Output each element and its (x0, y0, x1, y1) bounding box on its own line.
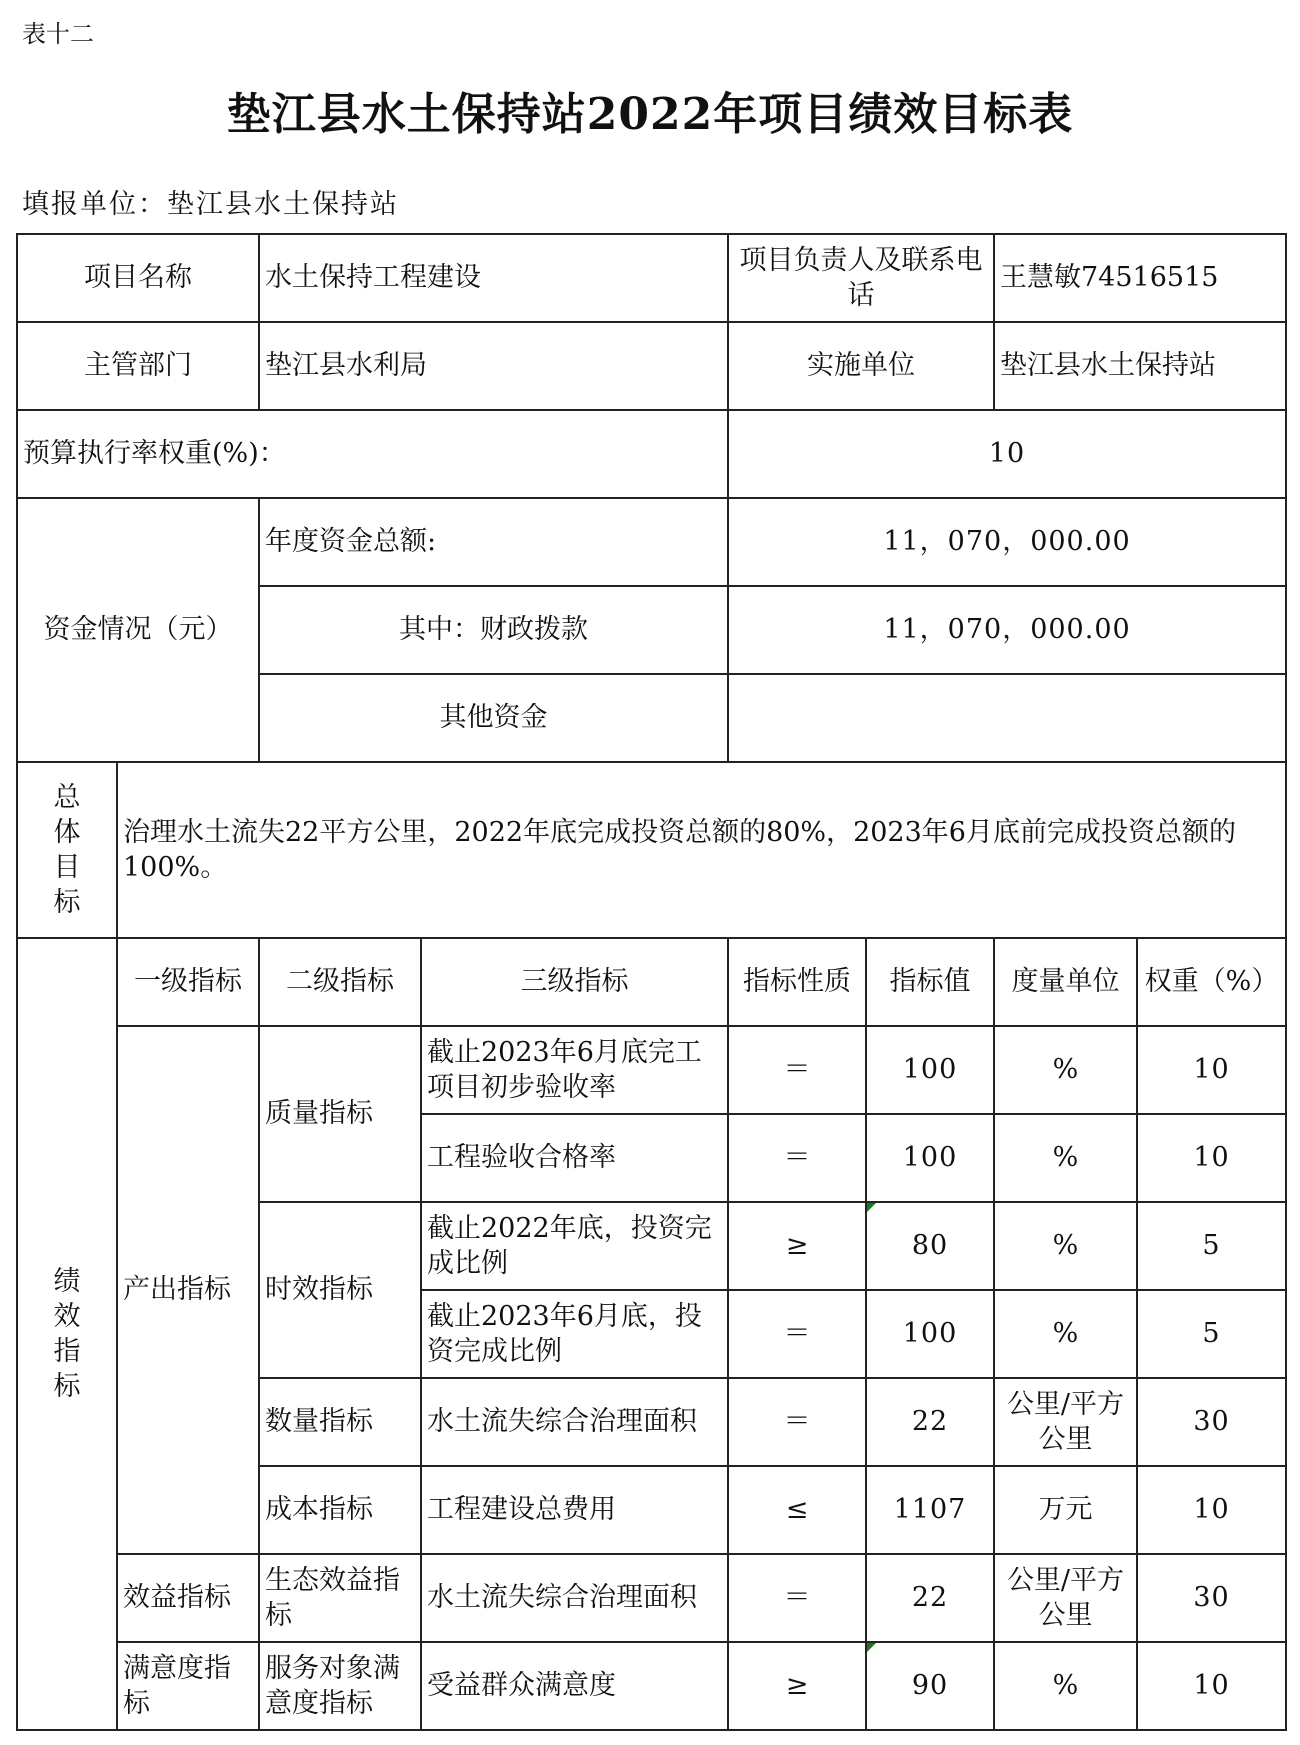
funds-total-label: 年度资金总额: (259, 498, 728, 586)
project-name-value: 水土保持工程建设 (259, 234, 728, 322)
dept-label: 主管部门 (17, 322, 259, 410)
performance-indicator-label: 绩 效 指 标 (17, 938, 117, 1730)
dept-value: 垫江县水利局 (259, 322, 728, 410)
table-row (17, 1026, 1286, 1114)
indicator-weight: 30 (1137, 1554, 1286, 1642)
funds-fiscal-label: 其中：财政拨款 (259, 586, 728, 674)
level3-indicator: 水土流失综合治理面积 (421, 1378, 728, 1466)
level3-indicator: 工程验收合格率 (421, 1114, 728, 1202)
table-row (17, 762, 1286, 938)
funds-other-label: 其他资金 (259, 674, 728, 762)
impl-unit-label: 实施单位 (728, 322, 994, 410)
level3-indicator: 截止2023年6月底完工项目初步验收率 (421, 1026, 728, 1114)
indicator-weight: 5 (1137, 1202, 1286, 1290)
indicator-value: 100 (866, 1290, 994, 1378)
indicator-nature: ＝ (728, 1290, 866, 1378)
indicator-value: 22 (866, 1554, 994, 1642)
indicator-unit: 万元 (994, 1466, 1137, 1554)
indicator-value: 90 (866, 1642, 994, 1730)
indicator-unit: % (994, 1642, 1137, 1730)
table-row (17, 498, 1286, 586)
budget-rate-value: 10 (728, 410, 1286, 498)
header-weight: 权重（%） (1137, 938, 1286, 1026)
indicator-unit: % (994, 1026, 1137, 1114)
indicator-nature: ＝ (728, 1378, 866, 1466)
indicator-value: 100 (866, 1114, 994, 1202)
table-row (17, 410, 1286, 498)
indicator-value: 22 (866, 1378, 994, 1466)
table-number: 表十二 (22, 20, 94, 48)
level2-service: 服务对象满意度指标 (259, 1642, 421, 1730)
performance-target-table (16, 233, 1287, 1731)
page-title: 垫江县水土保持站2022年项目绩效目标表 (226, 89, 1074, 140)
indicator-weight: 10 (1137, 1466, 1286, 1554)
indicator-unit: 公里/平方公里 (994, 1378, 1137, 1466)
indicator-unit: % (994, 1114, 1137, 1202)
overall-goal-text: 治理水土流失22平方公里，2022年底完成投资总额的80%，2023年6月底前完成投资总额的100%。 (117, 762, 1286, 938)
level3-indicator: 截止2023年6月底，投资完成比例 (421, 1290, 728, 1378)
indicator-nature: ≥ (728, 1642, 866, 1730)
header-nature: 指标性质 (728, 938, 866, 1026)
indicator-weight: 5 (1137, 1290, 1286, 1378)
header-level1: 一级指标 (117, 938, 259, 1026)
table-row (17, 234, 1286, 322)
level2-eco: 生态效益指标 (259, 1554, 421, 1642)
indicator-unit: % (994, 1202, 1137, 1290)
indicator-weight: 10 (1137, 1642, 1286, 1730)
funds-label: 资金情况（元） (17, 498, 259, 762)
indicator-value: 80 (866, 1202, 994, 1290)
indicator-nature: ＝ (728, 1026, 866, 1114)
indicator-value: 100 (866, 1026, 994, 1114)
project-name-label: 项目名称 (17, 234, 259, 322)
indicator-nature: ≥ (728, 1202, 866, 1290)
indicator-nature: ＝ (728, 1554, 866, 1642)
indicator-weight: 10 (1137, 1114, 1286, 1202)
indicator-nature: ＝ (728, 1114, 866, 1202)
level1-benefit: 效益指标 (117, 1554, 259, 1642)
funds-other-value (728, 674, 1286, 762)
level2-cost: 成本指标 (259, 1466, 421, 1554)
indicator-unit: 公里/平方公里 (994, 1554, 1137, 1642)
table-row (17, 1554, 1286, 1642)
level2-quantity: 数量指标 (259, 1378, 421, 1466)
indicator-value: 1107 (866, 1466, 994, 1554)
header-value: 指标值 (866, 938, 994, 1026)
header-level2: 二级指标 (259, 938, 421, 1026)
impl-unit-value: 垫江县水土保持站 (994, 322, 1286, 410)
indicator-unit: % (994, 1290, 1137, 1378)
contact-label: 项目负责人及联系电话 (728, 234, 994, 322)
funds-fiscal-value: 11，070，000.00 (728, 586, 1286, 674)
contact-value: 王慧敏74516515 (994, 234, 1286, 322)
budget-rate-label: 预算执行率权重(%)： (17, 410, 728, 498)
header-unit: 度量单位 (994, 938, 1137, 1026)
indicator-weight: 10 (1137, 1026, 1286, 1114)
filler-unit: 填报单位：垫江县水土保持站 (22, 189, 399, 220)
table-row (17, 938, 1286, 1026)
level1-satisfaction: 满意度指标 (117, 1642, 259, 1730)
level3-indicator: 截止2022年底，投资完成比例 (421, 1202, 728, 1290)
level1-output: 产出指标 (117, 1026, 259, 1554)
table-row (17, 322, 1286, 410)
header-level3: 三级指标 (421, 938, 728, 1026)
level2-quality: 质量指标 (259, 1026, 421, 1202)
level3-indicator: 水土流失综合治理面积 (421, 1554, 728, 1642)
level3-indicator: 受益群众满意度 (421, 1642, 728, 1730)
indicator-nature: ≤ (728, 1466, 866, 1554)
indicator-weight: 30 (1137, 1378, 1286, 1466)
table-row (17, 1642, 1286, 1730)
overall-goal-label: 总 体 目 标 (17, 762, 117, 938)
level3-indicator: 工程建设总费用 (421, 1466, 728, 1554)
funds-total-value: 11，070，000.00 (728, 498, 1286, 586)
level2-time: 时效指标 (259, 1202, 421, 1378)
